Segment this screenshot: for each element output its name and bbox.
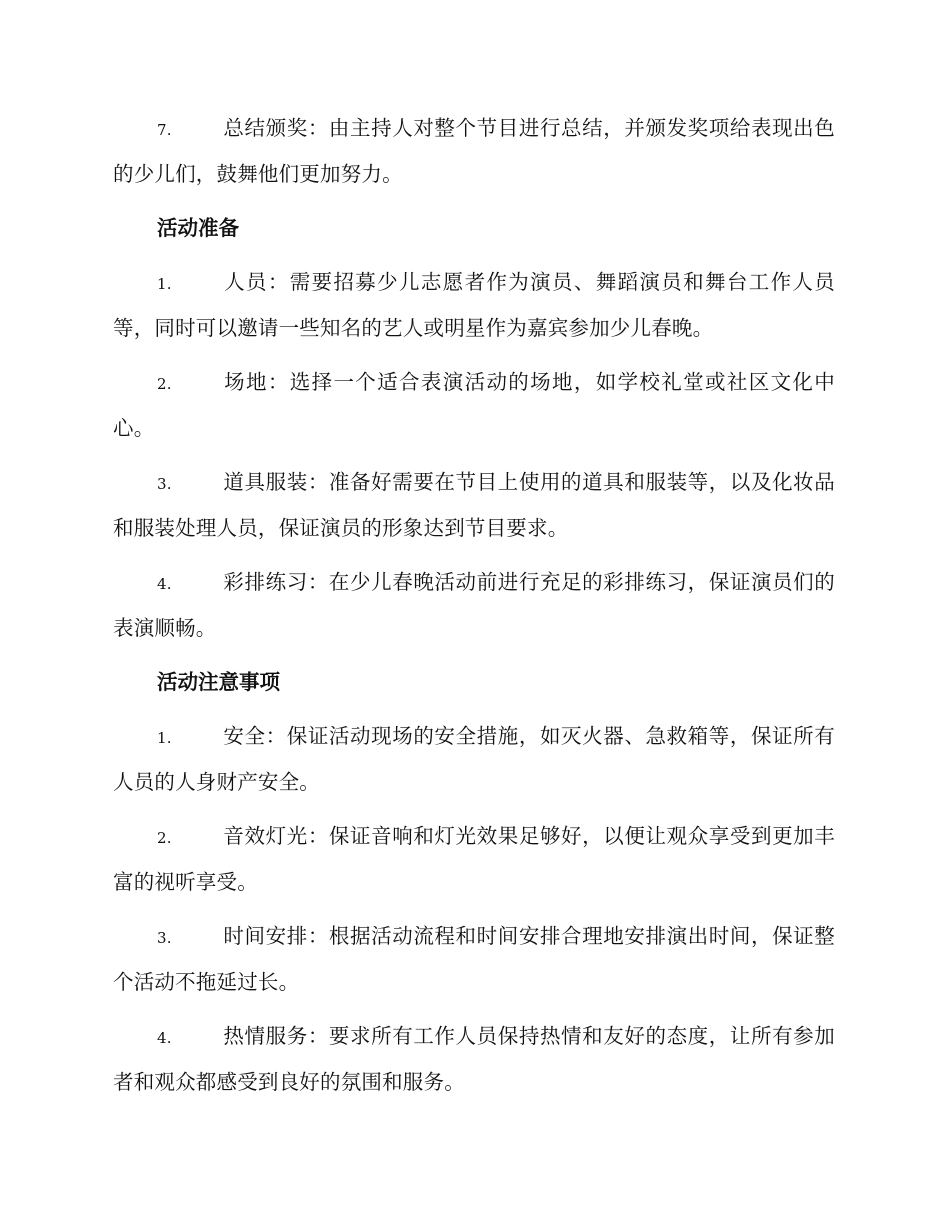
list-item-number: 4. <box>157 575 172 593</box>
list-item-text: 人员：需要招募少儿志愿者作为演员、舞蹈演员和舞台工作人员等，同时可以邀请一些知名的艺人或明星作为嘉宾参加少儿春晚。 <box>113 270 835 340</box>
document-body <box>113 106 835 1114</box>
list-item-number: 3. <box>157 475 172 493</box>
list-item <box>113 560 835 650</box>
section-heading: 活动注意事项 <box>157 670 280 694</box>
list-item-number: 1. <box>157 275 172 293</box>
list-item-number: 1. <box>157 729 172 747</box>
list-item-text: 音效灯光：保证音响和灯光效果足够好，以便让观众享受到更加丰富的视听享受。 <box>113 824 835 894</box>
list-item-text: 彩排练习：在少儿春晚活动前进行充足的彩排练习，保证演员们的表演顺畅。 <box>113 570 835 640</box>
list-item <box>113 460 835 550</box>
list-item-text: 热情服务：要求所有工作人员保持热情和友好的态度，让所有参加者和观众都感受到良好的氛围和服务。 <box>113 1024 835 1094</box>
section-heading: 活动准备 <box>157 216 239 240</box>
list-item-text: 道具服装：准备好需要在节目上使用的道具和服装等，以及化妆品和服装处理人员，保证演员的形象达到节目要求。 <box>113 470 835 540</box>
list-item-number: 7. <box>157 121 172 139</box>
list-item-number: 2. <box>157 829 172 847</box>
list-item-text: 安全：保证活动现场的安全措施，如灭火器、急救箱等，保证所有人员的人身财产安全。 <box>113 724 835 794</box>
list-item <box>113 260 835 350</box>
list-item <box>113 914 835 1004</box>
list-item <box>113 360 835 450</box>
list-item-text: 时间安排：根据活动流程和时间安排合理地安排演出时间，保证整个活动不拖延过长。 <box>113 924 835 994</box>
list-item <box>113 1014 835 1104</box>
list-item <box>113 714 835 804</box>
list-item-number: 3. <box>157 929 172 947</box>
list-item-number: 2. <box>157 375 172 393</box>
list-item <box>113 106 835 196</box>
list-item-text: 场地：选择一个适合表演活动的场地，如学校礼堂或社区文化中心。 <box>113 370 835 440</box>
list-item <box>113 814 835 904</box>
list-item-number: 4. <box>157 1029 172 1047</box>
list-item-text: 总结颁奖：由主持人对整个节目进行总结，并颁发奖项给表现出色的少儿们，鼓舞他们更加努力。 <box>113 116 835 186</box>
